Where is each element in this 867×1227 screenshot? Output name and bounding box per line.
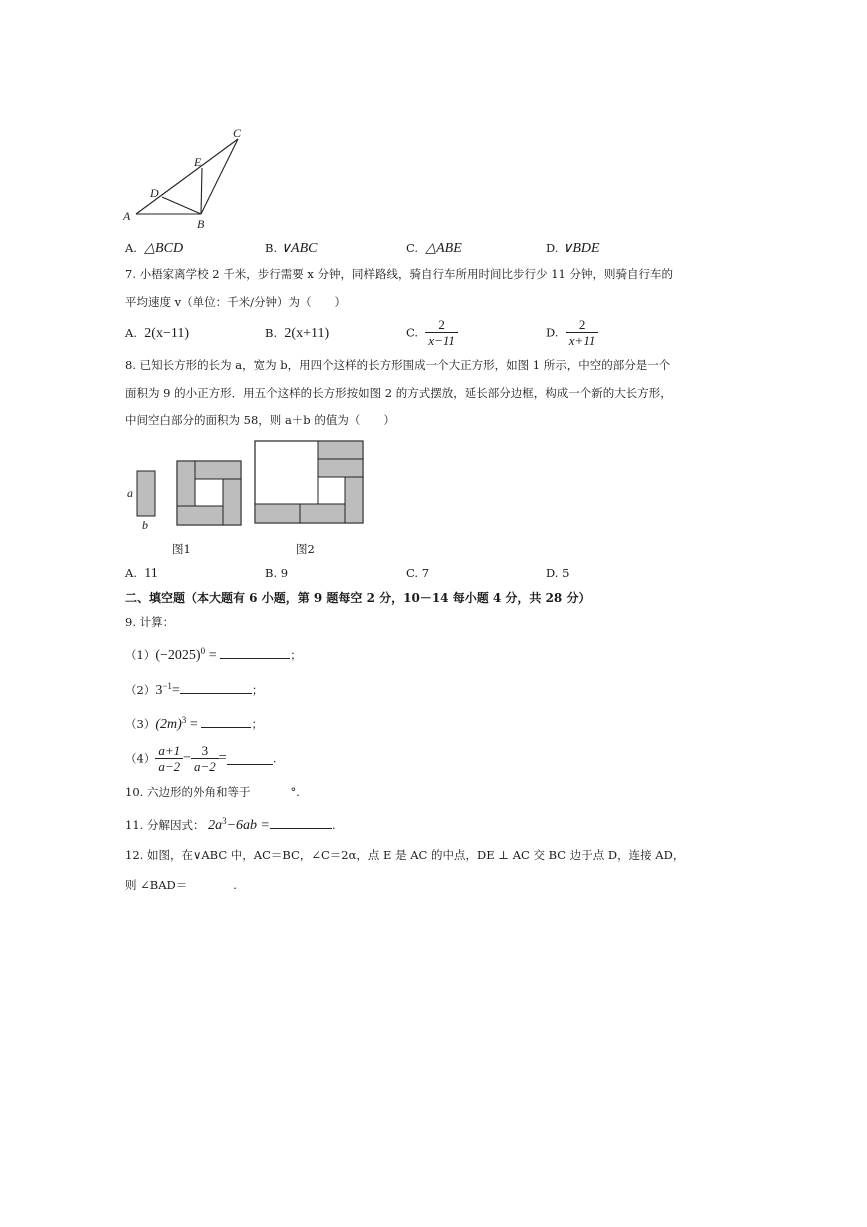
q8-option-c[interactable]: C. 7: [406, 566, 430, 580]
q9-part3: $(3)(2m)^3$ = ；: [125, 715, 263, 732]
q11-answer-blank[interactable]: [270, 817, 332, 829]
label-e: E: [194, 155, 202, 169]
q8-line1: 8. 已知长方形的长为 a，宽为 b，用四个这样的长方形围成一个大正方形，如图 1 所示，中空的部分是一个: [125, 358, 671, 372]
q12-answer-blank[interactable]: [187, 877, 233, 889]
figure-2: [255, 441, 363, 523]
label-d: D: [150, 186, 159, 200]
q7-option-a[interactable]: A. 2(x−11): [125, 326, 189, 341]
q8-line3: 中间空白部分的面积为 58，则 a＋b 的值为（ ）: [125, 413, 395, 427]
label-c: C: [233, 126, 242, 140]
q9-2-answer-blank[interactable]: [180, 682, 252, 694]
q7-c-fraction: $\frac{2}{x-11}$: [425, 317, 458, 348]
label-b: b: [142, 518, 148, 532]
segment-bc: [201, 139, 238, 214]
q8-figures: [120, 438, 370, 538]
label-a: a: [127, 486, 133, 500]
fig2-caption: 图2: [296, 542, 315, 556]
fig1-caption: 图1: [172, 542, 191, 556]
q9-3-answer-blank[interactable]: [201, 716, 251, 728]
q10-answer-blank[interactable]: [250, 784, 290, 796]
q9-part2: $(2)3^{-1}=$ ；: [125, 681, 264, 698]
q6-triangle-figure: [118, 124, 258, 234]
q8-option-a[interactable]: A. 11: [125, 566, 158, 581]
q10: 10. 六边形的外角和等于 °.: [125, 785, 300, 799]
q12-line2: 则 ∠BAD＝ .: [125, 878, 237, 892]
q8-line2: 面积为 9 的小正方形．用五个这样的长方形按如图 2 的方式摆放，延长部分边框，构成一个新的大长方形，: [125, 386, 672, 400]
q8-option-d[interactable]: D. 5: [546, 566, 570, 580]
q12-line1: 12. 如图，在∨ABC 中，AC＝BC，∠C＝2α，点 E 是 AC 的中点，DE ⊥ AC 交 BC 边于点 D，连接 AD，: [125, 848, 685, 862]
label-a: A: [123, 209, 131, 223]
q9-title: 9. 计算：: [125, 615, 175, 629]
q6-option-c[interactable]: C. △ABE: [406, 241, 462, 256]
q7-option-b[interactable]: B. 2(x+11): [265, 326, 330, 341]
label-b: B: [197, 217, 205, 231]
q7-line2: 平均速度 v（单位：千米/分钟）为（ ）: [125, 295, 347, 309]
q6-option-d[interactable]: D. ∨BDE: [546, 241, 600, 256]
figure-1: [177, 461, 241, 525]
q9-4-fraction-2: $\frac{3}{a-2}$: [191, 743, 219, 774]
q9-1-answer-blank[interactable]: [220, 647, 290, 659]
q9-4-answer-blank[interactable]: [227, 753, 273, 765]
q6-option-a[interactable]: A. △BCD: [125, 241, 184, 256]
segment-ac: [136, 139, 238, 214]
segment-bd: [162, 197, 201, 214]
q7-d-fraction: $\frac{2}{x+11}$: [566, 317, 599, 348]
q7-option-d[interactable]: D. $\frac{2}{x+11}$: [546, 317, 598, 348]
q9-part1: $(1)(-2025)^0$ = ；: [125, 646, 302, 663]
q6-option-b[interactable]: B. ∨ABC: [265, 241, 318, 256]
q8-option-b[interactable]: B. 9: [265, 566, 289, 580]
q9-4-fraction-1: $\frac{a+1}{a-2}$: [155, 743, 183, 774]
q7-option-c[interactable]: C. $\frac{2}{x-11}$: [406, 317, 458, 348]
q9-part4: （4） $\frac{a+1}{a-2}$ − $\frac{3}{a-2}$ = .: [125, 743, 277, 774]
q11: 11. 分解因式： $2a^3-6ab$ = .: [125, 816, 336, 833]
section2-heading: 二、填空题（本大题有 6 小题，第 9 题每空 2 分，10－14 每小题 4 分，共 28 分）: [125, 591, 591, 605]
q7-line1: 7. 小梧家离学校 2 千米，步行需要 x 分钟，同样路线，骑自行车所用时间比步行少 11 分钟，则骑自行车的: [125, 267, 673, 281]
single-rectangle: [137, 471, 155, 516]
segment-be: [201, 168, 202, 214]
